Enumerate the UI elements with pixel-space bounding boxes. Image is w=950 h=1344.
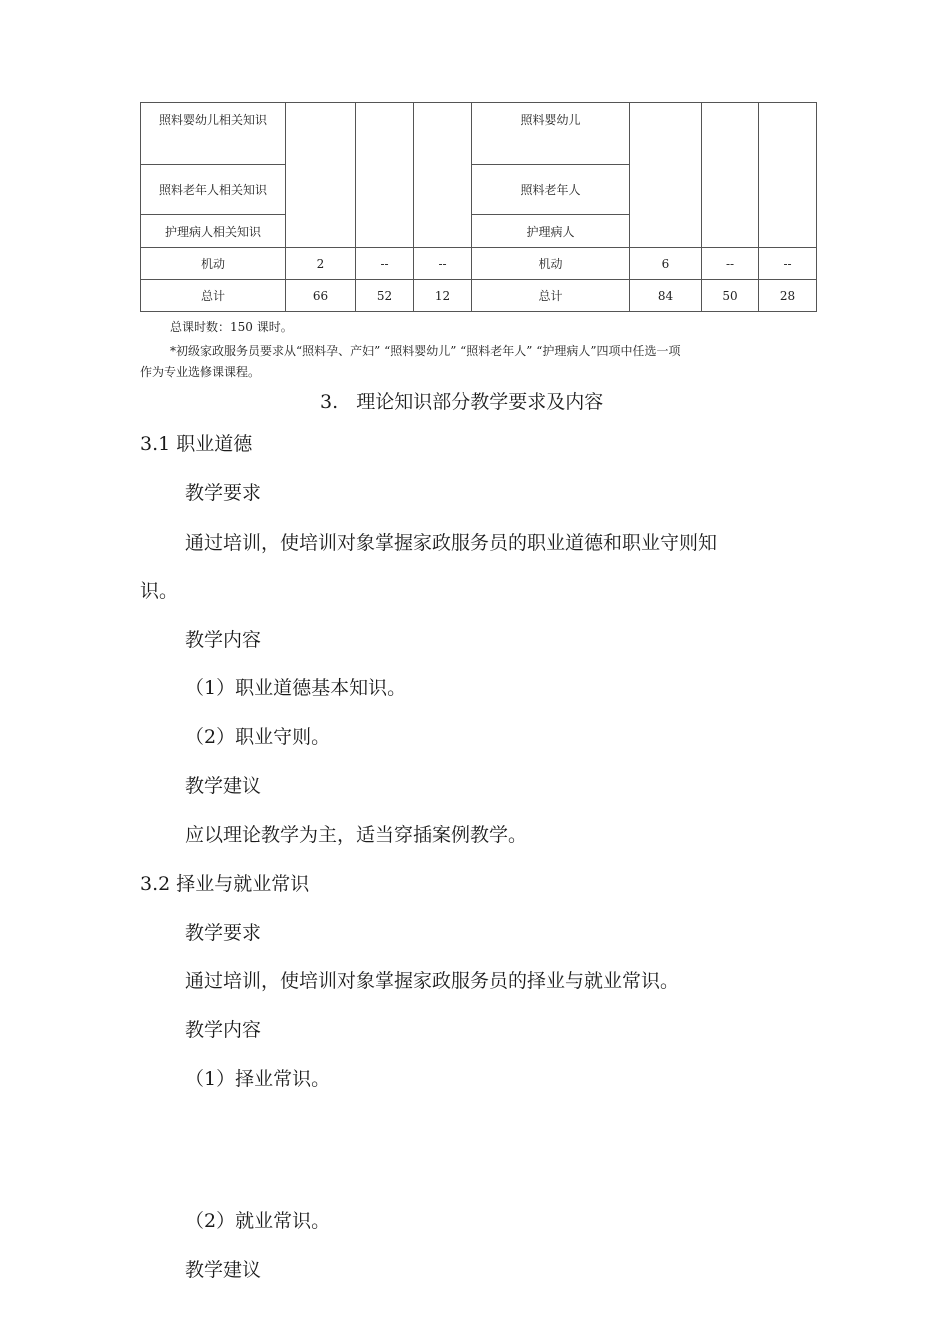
table-cell (630, 103, 702, 248)
elective-note-line1: *初级家政服务员要求从“照料孕、产妇” “照料婴幼儿” “照料老年人” “护理病人”四项中任选一项 (170, 344, 681, 358)
table-cell: 护理病人 (472, 215, 630, 248)
total-hours-note: 总课时数：150 课时。 (170, 320, 293, 334)
section-title-3-2: 3.2 择业与就业常识 (140, 873, 310, 895)
table-cell: 照料婴幼儿 (472, 103, 630, 165)
table-cell: 52 (356, 280, 414, 312)
paragraph: 通过培训，使培训对象掌握家政服务员的职业道德和职业守则知 (185, 532, 718, 554)
table-cell (702, 103, 759, 248)
paragraph: 应以理论教学为主，适当穿插案例教学。 (185, 824, 528, 846)
subheading-advice: 教学建议 (185, 1259, 262, 1281)
subheading-content: 教学内容 (185, 1019, 262, 1041)
table-cell: 总计 (472, 280, 630, 312)
table-cell: 照料老年人 (472, 165, 630, 215)
table-cell: 护理病人相关知识 (141, 215, 286, 248)
subheading-requirement: 教学要求 (185, 922, 262, 944)
table-cell (759, 103, 817, 248)
table-cell: 机动 (141, 248, 286, 280)
subheading-advice: 教学建议 (185, 775, 262, 797)
table-cell: -- (702, 248, 759, 280)
list-item: （2）就业常识。 (185, 1210, 331, 1232)
table-cell: 28 (759, 280, 817, 312)
elective-note-line2: 作为专业选修课课程。 (140, 365, 261, 379)
table-row (141, 248, 817, 280)
table-row (141, 103, 817, 165)
subheading-requirement: 教学要求 (185, 482, 262, 504)
table-cell: 照料老年人相关知识 (141, 165, 286, 215)
table-cell: -- (759, 248, 817, 280)
list-item: （1）择业常识。 (185, 1068, 331, 1090)
table-cell: 2 (286, 248, 356, 280)
list-item: （2）职业守则。 (185, 726, 331, 748)
table-cell: 84 (630, 280, 702, 312)
table-cell: 6 (630, 248, 702, 280)
table-cell (356, 103, 414, 248)
table-cell: 66 (286, 280, 356, 312)
table-cell: 50 (702, 280, 759, 312)
table-cell (414, 103, 472, 248)
section-heading: 3. 理论知识部分教学要求及内容 (320, 391, 604, 413)
table-cell: 12 (414, 280, 472, 312)
list-item: （1）职业道德基本知识。 (185, 677, 407, 699)
table-row (141, 280, 817, 312)
table-cell: 照料婴幼儿相关知识 (141, 103, 286, 165)
paragraph: 通过培训，使培训对象掌握家政服务员的择业与就业常识。 (185, 970, 680, 992)
table-cell: 总计 (141, 280, 286, 312)
table-cell: -- (414, 248, 472, 280)
table-cell: -- (356, 248, 414, 280)
table-cell: 机动 (472, 248, 630, 280)
paragraph: 识。 (140, 580, 179, 602)
table-cell (286, 103, 356, 248)
section-title-3-1: 3.1 职业道德 (140, 433, 253, 455)
subheading-content: 教学内容 (185, 629, 262, 651)
course-hours-table (140, 102, 817, 312)
